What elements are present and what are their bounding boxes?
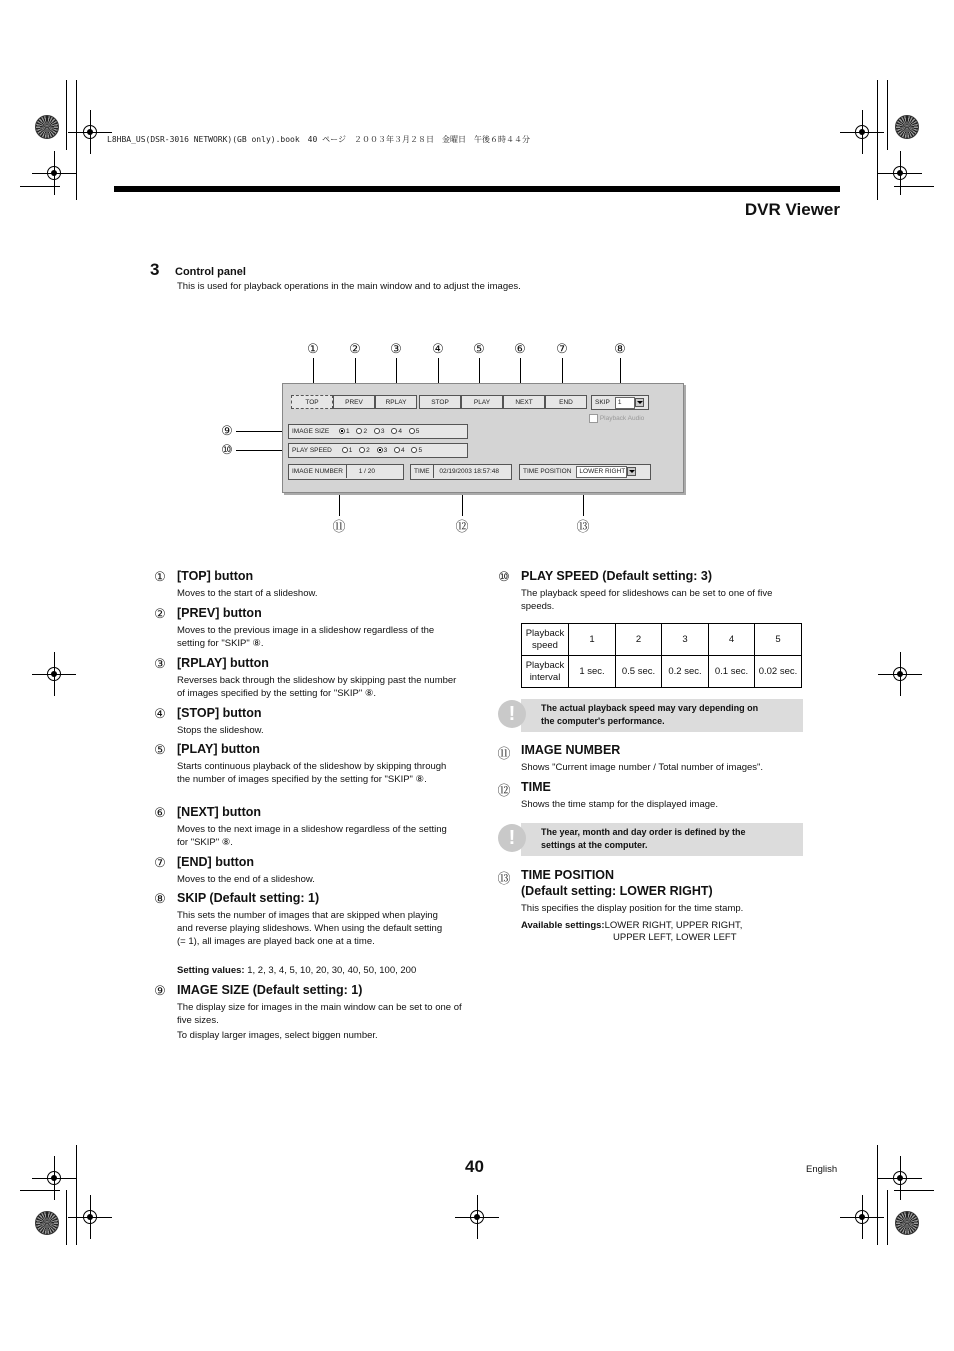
trim-line: [76, 80, 77, 200]
language-label: English: [806, 1164, 838, 1175]
time-position-box: [519, 464, 651, 480]
callout-7: ⑦: [556, 341, 568, 356]
available-settings: Available settings:LOWER RIGHT, UPPER RIGHT,: [521, 920, 743, 931]
skip-label: SKIP: [592, 396, 613, 409]
setting-values: Setting values: 1, 2, 3, 4, 5, 10, 20, 30, 40, 50, 100, 200: [177, 965, 417, 976]
page-number: 40: [465, 1157, 484, 1176]
crop-mark: [852, 122, 872, 142]
stop-button[interactable]: STOP: [419, 395, 461, 409]
trim-line: [894, 1190, 934, 1191]
playback-audio-checkbox[interactable]: [589, 414, 644, 423]
play-button[interactable]: PLAY: [461, 395, 503, 409]
play-speed-radio-4[interactable]: [394, 447, 400, 453]
playback-audio-label: Playback Audio: [599, 415, 645, 423]
image-number-label: IMAGE NUMBER: [289, 465, 347, 478]
trim-line: [877, 80, 878, 200]
control-panel-screenshot: [282, 383, 684, 493]
callout-11: ⑪: [332, 519, 346, 534]
trim-line: [887, 1190, 888, 1245]
leader-line: [236, 431, 288, 432]
play-speed-label: PLAY SPEED: [289, 444, 335, 457]
image-size-radio-3[interactable]: [374, 428, 380, 434]
rplay-button[interactable]: RPLAY: [375, 395, 417, 409]
top-button[interactable]: TOP: [291, 395, 333, 409]
trim-line: [877, 1145, 878, 1245]
registration-dial: [35, 1211, 59, 1235]
callout-10: ⑩: [221, 442, 233, 457]
crop-mark: [80, 122, 100, 142]
trim-line: [76, 1145, 77, 1245]
image-size-radio-1[interactable]: [339, 428, 345, 434]
table-row: Playback speed 1 2 3 4 5: [522, 624, 802, 656]
section-number: 3: [150, 260, 160, 279]
leader-line: [236, 450, 288, 451]
crop-mark: [467, 1207, 487, 1227]
trim-line: [887, 80, 888, 150]
play-speed-radio-2[interactable]: [359, 447, 365, 453]
trim-line: [894, 186, 934, 187]
image-number-box: [288, 464, 404, 480]
crop-mark: [890, 1168, 910, 1188]
crop-mark: [890, 163, 910, 183]
note-date-order: The year, month and day order is defined by the settings at the computer.: [521, 823, 803, 856]
next-button[interactable]: NEXT: [503, 395, 545, 409]
play-speed-box: PLAY SPEED 1 2 3 4 5: [288, 443, 468, 458]
callout-3: ③: [390, 341, 402, 356]
trim-line: [66, 1190, 67, 1245]
registration-dial: [895, 1211, 919, 1235]
callout-5: ⑤: [473, 341, 485, 356]
play-speed-radio-1[interactable]: [342, 447, 348, 453]
crop-mark: [44, 163, 64, 183]
prev-button[interactable]: PREV: [333, 395, 375, 409]
trim-line: [20, 186, 60, 187]
exclamation-icon: !: [498, 824, 526, 852]
trim-line: [66, 80, 67, 150]
page-title: DVR Viewer: [744, 200, 840, 219]
skip-select[interactable]: 1: [615, 397, 635, 409]
crop-mark: [852, 1207, 872, 1227]
callout-2: ②: [349, 341, 361, 356]
trim-line: [20, 1190, 60, 1191]
note-playback-speed: The actual playback speed may vary depending on the computer's performance.: [521, 699, 803, 732]
callout-13: ⑬: [576, 519, 590, 534]
time-position-select[interactable]: LOWER RIGHT: [576, 466, 627, 478]
checkbox-icon: [589, 414, 598, 423]
callout-8: ⑧: [614, 341, 626, 356]
crop-mark: [890, 664, 910, 684]
crop-mark: [80, 1207, 100, 1227]
skip-box: [591, 395, 649, 410]
chevron-down-icon[interactable]: [627, 467, 636, 476]
callout-4: ④: [432, 341, 444, 356]
table-row: Playback interval 1 sec. 0.5 sec. 0.2 sec. 0.1 sec. 0.02 sec.: [522, 656, 802, 688]
image-size-radio-2[interactable]: [356, 428, 362, 434]
print-header: L8HBA_US(DSR-3016 NETWORK)(GB only).book 40 ページ ２００３年３月２８日 金曜日 午後６時４４分: [107, 135, 530, 144]
callout-12: ⑫: [455, 519, 469, 534]
time-label: TIME: [411, 465, 434, 478]
time-value: 02/19/2003 18:57:48: [439, 468, 499, 475]
image-size-label: IMAGE SIZE: [289, 425, 332, 438]
callout-1: ①: [307, 341, 319, 356]
play-speed-radio-5[interactable]: [411, 447, 417, 453]
title-rule: [114, 186, 840, 192]
end-button[interactable]: END: [545, 395, 587, 409]
registration-dial: [895, 115, 919, 139]
section-title: Control panel: [175, 266, 246, 278]
image-size-radio-5[interactable]: [409, 428, 415, 434]
crop-mark: [44, 1168, 64, 1188]
image-size-radio-4[interactable]: [391, 428, 397, 434]
callout-9: ⑨: [221, 423, 233, 438]
time-position-label: TIME POSITION: [520, 465, 574, 478]
play-speed-table: [521, 623, 802, 688]
crop-mark: [44, 664, 64, 684]
chevron-down-icon[interactable]: [635, 398, 644, 407]
play-speed-radio-3[interactable]: [377, 447, 383, 453]
time-box: [410, 464, 512, 480]
image-number-value: 1 / 20: [358, 468, 375, 475]
exclamation-icon: !: [498, 700, 526, 728]
registration-dial: [35, 115, 59, 139]
image-size-box: IMAGE SIZE 1 2 3 4 5: [288, 424, 468, 439]
section-description: This is used for playback operations in the main window and to adjust the images.: [177, 281, 521, 292]
callout-6: ⑥: [514, 341, 526, 356]
